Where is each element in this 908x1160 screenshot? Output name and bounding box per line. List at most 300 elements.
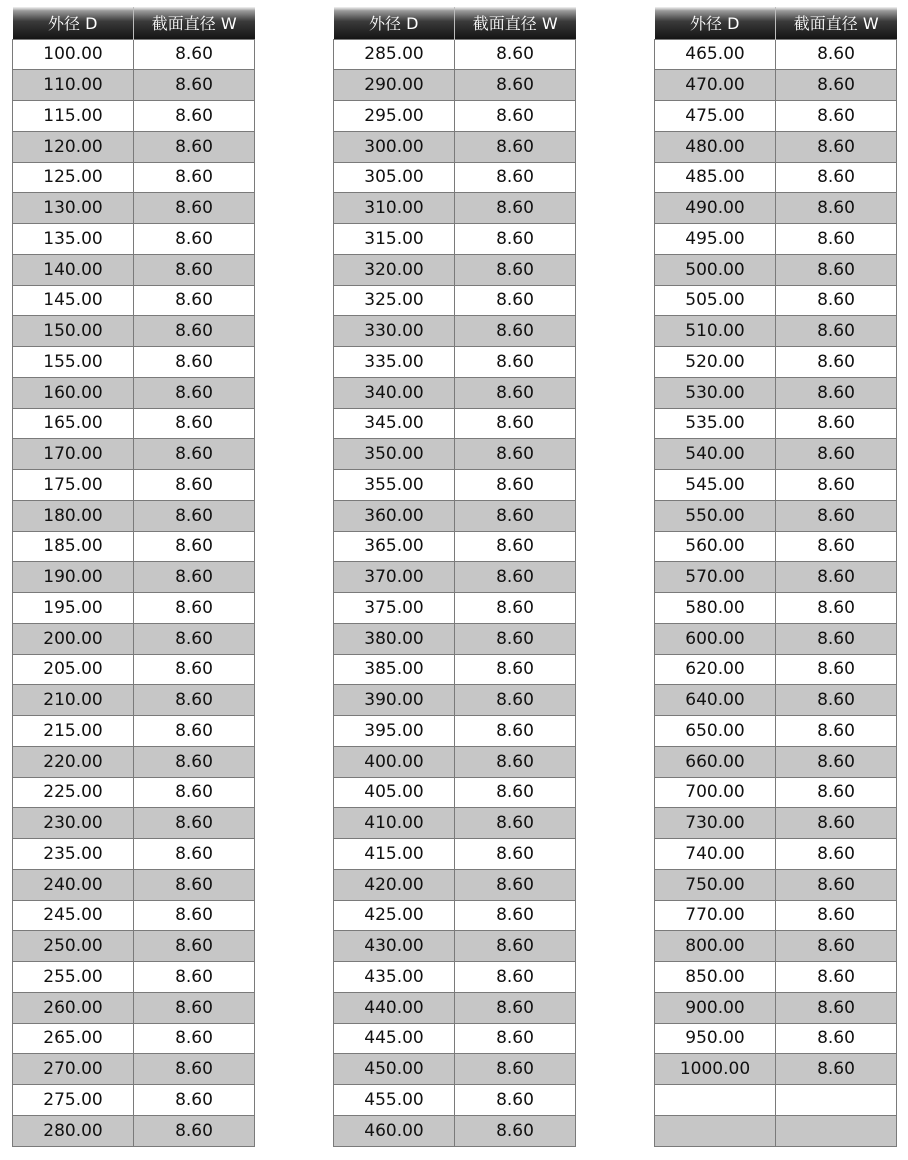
outer-diameter-cell: 300.00: [334, 131, 455, 162]
outer-diameter-cell: 215.00: [13, 716, 134, 747]
table-row: [13, 408, 255, 439]
table-row: [655, 962, 897, 993]
section-diameter-cell: 8.60: [134, 439, 255, 470]
outer-diameter-cell: 420.00: [334, 869, 455, 900]
outer-diameter-cell: 140.00: [13, 254, 134, 285]
table-row: [13, 992, 255, 1023]
section-diameter-cell: 8.60: [134, 377, 255, 408]
section-diameter-cell: 8.60: [134, 500, 255, 531]
table-row: [655, 716, 897, 747]
section-diameter-cell: 8.60: [134, 285, 255, 316]
section-diameter-cell: 8.60: [776, 1054, 897, 1085]
section-diameter-cell: 8.60: [134, 654, 255, 685]
section-diameter-cell: 8.60: [776, 439, 897, 470]
section-diameter-cell: 8.60: [134, 162, 255, 193]
section-diameter-cell: 8.60: [776, 931, 897, 962]
outer-diameter-cell: 115.00: [13, 101, 134, 132]
outer-diameter-cell: 900.00: [655, 992, 776, 1023]
section-diameter-cell: 8.60: [134, 808, 255, 839]
section-diameter-cell: 8.60: [776, 316, 897, 347]
section-diameter-cell: 8.60: [134, 746, 255, 777]
section-diameter-cell: 8.60: [455, 347, 576, 378]
table-row: [655, 439, 897, 470]
table-row: [655, 531, 897, 562]
table-row: [13, 285, 255, 316]
table-body: [655, 39, 897, 1146]
section-diameter-cell: 8.60: [134, 623, 255, 654]
section-diameter-cell: 8.60: [455, 439, 576, 470]
table-row: [334, 131, 576, 162]
table-row: [13, 39, 255, 70]
section-diameter-cell: 8.60: [134, 962, 255, 993]
outer-diameter-cell: 480.00: [655, 131, 776, 162]
outer-diameter-cell: 580.00: [655, 593, 776, 624]
section-diameter-cell: 8.60: [455, 808, 576, 839]
outer-diameter-cell: 770.00: [655, 900, 776, 931]
outer-diameter-cell: 100.00: [13, 39, 134, 70]
section-diameter-cell: 8.60: [776, 654, 897, 685]
section-diameter-cell: 8.60: [455, 408, 576, 439]
section-diameter-cell: 8.60: [455, 39, 576, 70]
table-row: [13, 470, 255, 501]
outer-diameter-cell: 210.00: [13, 685, 134, 716]
outer-diameter-cell: 320.00: [334, 254, 455, 285]
table-row: [655, 992, 897, 1023]
section-diameter-cell: 8.60: [776, 254, 897, 285]
section-diameter-cell: 8.60: [455, 839, 576, 870]
section-diameter-cell: 8.60: [776, 962, 897, 993]
table-row: [655, 224, 897, 255]
table-row: [13, 70, 255, 101]
outer-diameter-cell: 310.00: [334, 193, 455, 224]
section-diameter-cell: 8.60: [455, 254, 576, 285]
outer-diameter-cell: 350.00: [334, 439, 455, 470]
section-diameter-cell: 8.60: [455, 377, 576, 408]
table-row: [655, 316, 897, 347]
outer-diameter-cell: 450.00: [334, 1054, 455, 1085]
section-diameter-cell: 8.60: [776, 900, 897, 931]
table-row: [655, 685, 897, 716]
section-diameter-cell: 8.60: [776, 531, 897, 562]
section-diameter-cell: 8.60: [455, 777, 576, 808]
table-row: [13, 193, 255, 224]
table-row: [334, 685, 576, 716]
table-row: [334, 1054, 576, 1085]
header-section-diameter: 截面直径 W: [455, 7, 576, 39]
outer-diameter-cell: 415.00: [334, 839, 455, 870]
outer-diameter-cell: 545.00: [655, 470, 776, 501]
section-diameter-cell: 8.60: [455, 623, 576, 654]
section-diameter-cell: 8.60: [455, 285, 576, 316]
section-diameter-cell: 8.60: [455, 193, 576, 224]
section-diameter-cell: 8.60: [455, 685, 576, 716]
section-diameter-cell: 8.60: [455, 1054, 576, 1085]
section-diameter-cell: 8.60: [776, 285, 897, 316]
outer-diameter-cell: 355.00: [334, 470, 455, 501]
table-row: [334, 193, 576, 224]
outer-diameter-cell: 315.00: [334, 224, 455, 255]
section-diameter-cell: 8.60: [134, 408, 255, 439]
table-row: [655, 1023, 897, 1054]
section-diameter-cell: 8.60: [455, 500, 576, 531]
section-diameter-cell: 8.60: [776, 1023, 897, 1054]
table-row: [655, 746, 897, 777]
outer-diameter-cell: 130.00: [13, 193, 134, 224]
outer-diameter-cell: 535.00: [655, 408, 776, 439]
outer-diameter-cell: 235.00: [13, 839, 134, 870]
table-row: [655, 900, 897, 931]
outer-diameter-cell: 950.00: [655, 1023, 776, 1054]
section-diameter-cell: 8.60: [134, 316, 255, 347]
section-diameter-cell: 8.60: [455, 101, 576, 132]
section-diameter-cell: 8.60: [776, 193, 897, 224]
outer-diameter-cell: 495.00: [655, 224, 776, 255]
outer-diameter-cell: 340.00: [334, 377, 455, 408]
section-diameter-cell: 8.60: [455, 654, 576, 685]
section-diameter-cell: 8.60: [455, 224, 576, 255]
table-row: [13, 439, 255, 470]
table-row: [334, 439, 576, 470]
table-row: [13, 224, 255, 255]
outer-diameter-cell: 380.00: [334, 623, 455, 654]
section-diameter-cell: 8.60: [776, 131, 897, 162]
table-row: [655, 162, 897, 193]
table-row: [334, 962, 576, 993]
outer-diameter-cell: 410.00: [334, 808, 455, 839]
table-row: [655, 347, 897, 378]
size-table-1: [12, 7, 255, 1147]
outer-diameter-cell: 730.00: [655, 808, 776, 839]
table-row: [334, 470, 576, 501]
header-row: [13, 7, 255, 39]
section-diameter-cell: 8.60: [134, 70, 255, 101]
section-diameter-cell: 8.60: [134, 777, 255, 808]
outer-diameter-cell: 175.00: [13, 470, 134, 501]
outer-diameter-cell: 390.00: [334, 685, 455, 716]
outer-diameter-cell: 330.00: [334, 316, 455, 347]
section-diameter-cell: 8.60: [455, 70, 576, 101]
outer-diameter-cell: 335.00: [334, 347, 455, 378]
section-diameter-cell: 8.60: [455, 962, 576, 993]
outer-diameter-cell: 620.00: [655, 654, 776, 685]
outer-diameter-cell: 470.00: [655, 70, 776, 101]
table-row: [334, 562, 576, 593]
table-row: [655, 777, 897, 808]
table-row: [334, 839, 576, 870]
table-row: [13, 500, 255, 531]
section-diameter-cell: 8.60: [134, 716, 255, 747]
section-diameter-cell: [776, 1085, 897, 1116]
outer-diameter-cell: 405.00: [334, 777, 455, 808]
outer-diameter-cell: 430.00: [334, 931, 455, 962]
table-row: [334, 654, 576, 685]
header-section-diameter: 截面直径 W: [134, 7, 255, 39]
outer-diameter-cell: 500.00: [655, 254, 776, 285]
section-diameter-cell: 8.60: [134, 1085, 255, 1116]
outer-diameter-cell: 190.00: [13, 562, 134, 593]
table-row: [13, 962, 255, 993]
section-diameter-cell: 8.60: [455, 470, 576, 501]
table-row: [13, 931, 255, 962]
outer-diameter-cell: 510.00: [655, 316, 776, 347]
outer-diameter-cell: 275.00: [13, 1085, 134, 1116]
outer-diameter-cell: 155.00: [13, 347, 134, 378]
outer-diameter-cell: 505.00: [655, 285, 776, 316]
table-row: [334, 808, 576, 839]
outer-diameter-cell: 700.00: [655, 777, 776, 808]
outer-diameter-cell: 295.00: [334, 101, 455, 132]
outer-diameter-cell: 485.00: [655, 162, 776, 193]
table-row: [655, 562, 897, 593]
table-row: [655, 654, 897, 685]
table-row: [13, 593, 255, 624]
outer-diameter-cell: 520.00: [655, 347, 776, 378]
section-diameter-cell: 8.60: [134, 593, 255, 624]
header-outer-diameter: 外径 D: [13, 7, 134, 39]
section-diameter-cell: 8.60: [776, 593, 897, 624]
outer-diameter-cell: 550.00: [655, 500, 776, 531]
table-row: [655, 39, 897, 70]
outer-diameter-cell: 425.00: [334, 900, 455, 931]
outer-diameter-cell: 465.00: [655, 39, 776, 70]
section-diameter-cell: 8.60: [455, 562, 576, 593]
size-table-2: [333, 7, 576, 1147]
table-row: [13, 101, 255, 132]
table-row: [13, 1023, 255, 1054]
outer-diameter-cell: 570.00: [655, 562, 776, 593]
section-diameter-cell: 8.60: [134, 101, 255, 132]
outer-diameter-cell: 600.00: [655, 623, 776, 654]
table-row: [13, 869, 255, 900]
section-diameter-cell: 8.60: [134, 347, 255, 378]
section-diameter-cell: 8.60: [776, 101, 897, 132]
table-row: [655, 1115, 897, 1146]
section-diameter-cell: 8.60: [776, 347, 897, 378]
table-row: [334, 39, 576, 70]
outer-diameter-cell: 560.00: [655, 531, 776, 562]
section-diameter-cell: 8.60: [134, 470, 255, 501]
section-diameter-cell: 8.60: [455, 931, 576, 962]
outer-diameter-cell: 220.00: [13, 746, 134, 777]
table-row: [655, 254, 897, 285]
section-diameter-cell: 8.60: [134, 193, 255, 224]
section-diameter-cell: 8.60: [455, 316, 576, 347]
outer-diameter-cell: 125.00: [13, 162, 134, 193]
section-diameter-cell: 8.60: [776, 408, 897, 439]
table-row: [13, 131, 255, 162]
table-row: [655, 285, 897, 316]
outer-diameter-cell: 305.00: [334, 162, 455, 193]
section-diameter-cell: 8.60: [134, 224, 255, 255]
section-diameter-cell: 8.60: [776, 839, 897, 870]
table-body: [13, 39, 255, 1146]
section-diameter-cell: 8.60: [134, 869, 255, 900]
section-diameter-cell: 8.60: [776, 808, 897, 839]
size-table-3: [654, 7, 897, 1147]
table-row: [13, 808, 255, 839]
table-row: [334, 1115, 576, 1146]
outer-diameter-cell: 345.00: [334, 408, 455, 439]
table-row: [334, 254, 576, 285]
outer-diameter-cell: 205.00: [13, 654, 134, 685]
table-row: [334, 377, 576, 408]
header-outer-diameter: 外径 D: [655, 7, 776, 39]
section-diameter-cell: 8.60: [776, 224, 897, 255]
outer-diameter-cell: 1000.00: [655, 1054, 776, 1085]
outer-diameter-cell: 455.00: [334, 1085, 455, 1116]
section-diameter-cell: 8.60: [776, 162, 897, 193]
table-row: [655, 500, 897, 531]
table-row: [334, 285, 576, 316]
outer-diameter-cell: 185.00: [13, 531, 134, 562]
section-diameter-cell: 8.60: [134, 992, 255, 1023]
table-row: [13, 347, 255, 378]
section-diameter-cell: 8.60: [134, 685, 255, 716]
table-row: [334, 869, 576, 900]
outer-diameter-cell: [655, 1115, 776, 1146]
table-row: [334, 931, 576, 962]
section-diameter-cell: 8.60: [455, 746, 576, 777]
table-row: [655, 408, 897, 439]
outer-diameter-cell: 285.00: [334, 39, 455, 70]
section-diameter-cell: 8.60: [455, 131, 576, 162]
section-diameter-cell: 8.60: [455, 1085, 576, 1116]
outer-diameter-cell: 660.00: [655, 746, 776, 777]
table-row: [334, 623, 576, 654]
outer-diameter-cell: 540.00: [655, 439, 776, 470]
section-diameter-cell: [776, 1115, 897, 1146]
section-diameter-cell: 8.60: [455, 900, 576, 931]
outer-diameter-cell: 110.00: [13, 70, 134, 101]
section-diameter-cell: 8.60: [134, 39, 255, 70]
table-row: [334, 500, 576, 531]
outer-diameter-cell: 255.00: [13, 962, 134, 993]
outer-diameter-cell: [655, 1085, 776, 1116]
table-row: [655, 623, 897, 654]
outer-diameter-cell: 365.00: [334, 531, 455, 562]
table-row: [13, 562, 255, 593]
table-row: [655, 839, 897, 870]
table-row: [13, 316, 255, 347]
outer-diameter-cell: 435.00: [334, 962, 455, 993]
table-row: [334, 162, 576, 193]
table-row: [655, 931, 897, 962]
table-row: [334, 224, 576, 255]
table-row: [334, 1023, 576, 1054]
outer-diameter-cell: 195.00: [13, 593, 134, 624]
section-diameter-cell: 8.60: [134, 1115, 255, 1146]
outer-diameter-cell: 800.00: [655, 931, 776, 962]
section-diameter-cell: 8.60: [776, 623, 897, 654]
table-row: [334, 70, 576, 101]
table-row: [334, 593, 576, 624]
header-section-diameter: 截面直径 W: [776, 7, 897, 39]
outer-diameter-cell: 250.00: [13, 931, 134, 962]
section-diameter-cell: 8.60: [776, 70, 897, 101]
section-diameter-cell: 8.60: [134, 254, 255, 285]
outer-diameter-cell: 640.00: [655, 685, 776, 716]
table-row: [655, 869, 897, 900]
table-row: [13, 531, 255, 562]
section-diameter-cell: 8.60: [455, 593, 576, 624]
section-diameter-cell: 8.60: [134, 1023, 255, 1054]
table-row: [334, 900, 576, 931]
section-diameter-cell: 8.60: [455, 1023, 576, 1054]
outer-diameter-cell: 135.00: [13, 224, 134, 255]
outer-diameter-cell: 225.00: [13, 777, 134, 808]
outer-diameter-cell: 325.00: [334, 285, 455, 316]
section-diameter-cell: 8.60: [455, 992, 576, 1023]
outer-diameter-cell: 850.00: [655, 962, 776, 993]
table-row: [13, 777, 255, 808]
outer-diameter-cell: 170.00: [13, 439, 134, 470]
section-diameter-cell: 8.60: [134, 839, 255, 870]
outer-diameter-cell: 180.00: [13, 500, 134, 531]
table-row: [334, 1085, 576, 1116]
section-diameter-cell: 8.60: [776, 716, 897, 747]
outer-diameter-cell: 270.00: [13, 1054, 134, 1085]
table-row: [655, 470, 897, 501]
table-row: [13, 1085, 255, 1116]
table-row: [334, 408, 576, 439]
section-diameter-cell: 8.60: [455, 162, 576, 193]
section-diameter-cell: 8.60: [776, 39, 897, 70]
table-row: [655, 101, 897, 132]
outer-diameter-cell: 385.00: [334, 654, 455, 685]
table-row: [13, 900, 255, 931]
table-row: [13, 839, 255, 870]
outer-diameter-cell: 240.00: [13, 869, 134, 900]
table-row: [334, 101, 576, 132]
table-row: [13, 716, 255, 747]
table-row: [334, 746, 576, 777]
table-row: [655, 193, 897, 224]
table-row: [655, 131, 897, 162]
outer-diameter-cell: 750.00: [655, 869, 776, 900]
table-row: [334, 992, 576, 1023]
table-row: [334, 531, 576, 562]
section-diameter-cell: 8.60: [134, 131, 255, 162]
header-row: [334, 7, 576, 39]
section-diameter-cell: 8.60: [776, 992, 897, 1023]
section-diameter-cell: 8.60: [455, 869, 576, 900]
table-row: [334, 777, 576, 808]
outer-diameter-cell: 265.00: [13, 1023, 134, 1054]
outer-diameter-cell: 375.00: [334, 593, 455, 624]
table-row: [13, 654, 255, 685]
outer-diameter-cell: 150.00: [13, 316, 134, 347]
header-row: [655, 7, 897, 39]
section-diameter-cell: 8.60: [134, 931, 255, 962]
table-row: [655, 808, 897, 839]
section-diameter-cell: 8.60: [134, 562, 255, 593]
outer-diameter-cell: 445.00: [334, 1023, 455, 1054]
section-diameter-cell: 8.60: [776, 746, 897, 777]
section-diameter-cell: 8.60: [776, 562, 897, 593]
section-diameter-cell: 8.60: [134, 1054, 255, 1085]
table-row: [655, 70, 897, 101]
section-diameter-cell: 8.60: [134, 531, 255, 562]
section-diameter-cell: 8.60: [776, 500, 897, 531]
outer-diameter-cell: 260.00: [13, 992, 134, 1023]
table-row: [334, 347, 576, 378]
outer-diameter-cell: 120.00: [13, 131, 134, 162]
section-diameter-cell: 8.60: [134, 900, 255, 931]
outer-diameter-cell: 280.00: [13, 1115, 134, 1146]
table-row: [13, 1115, 255, 1146]
table-row: [13, 623, 255, 654]
outer-diameter-cell: 360.00: [334, 500, 455, 531]
